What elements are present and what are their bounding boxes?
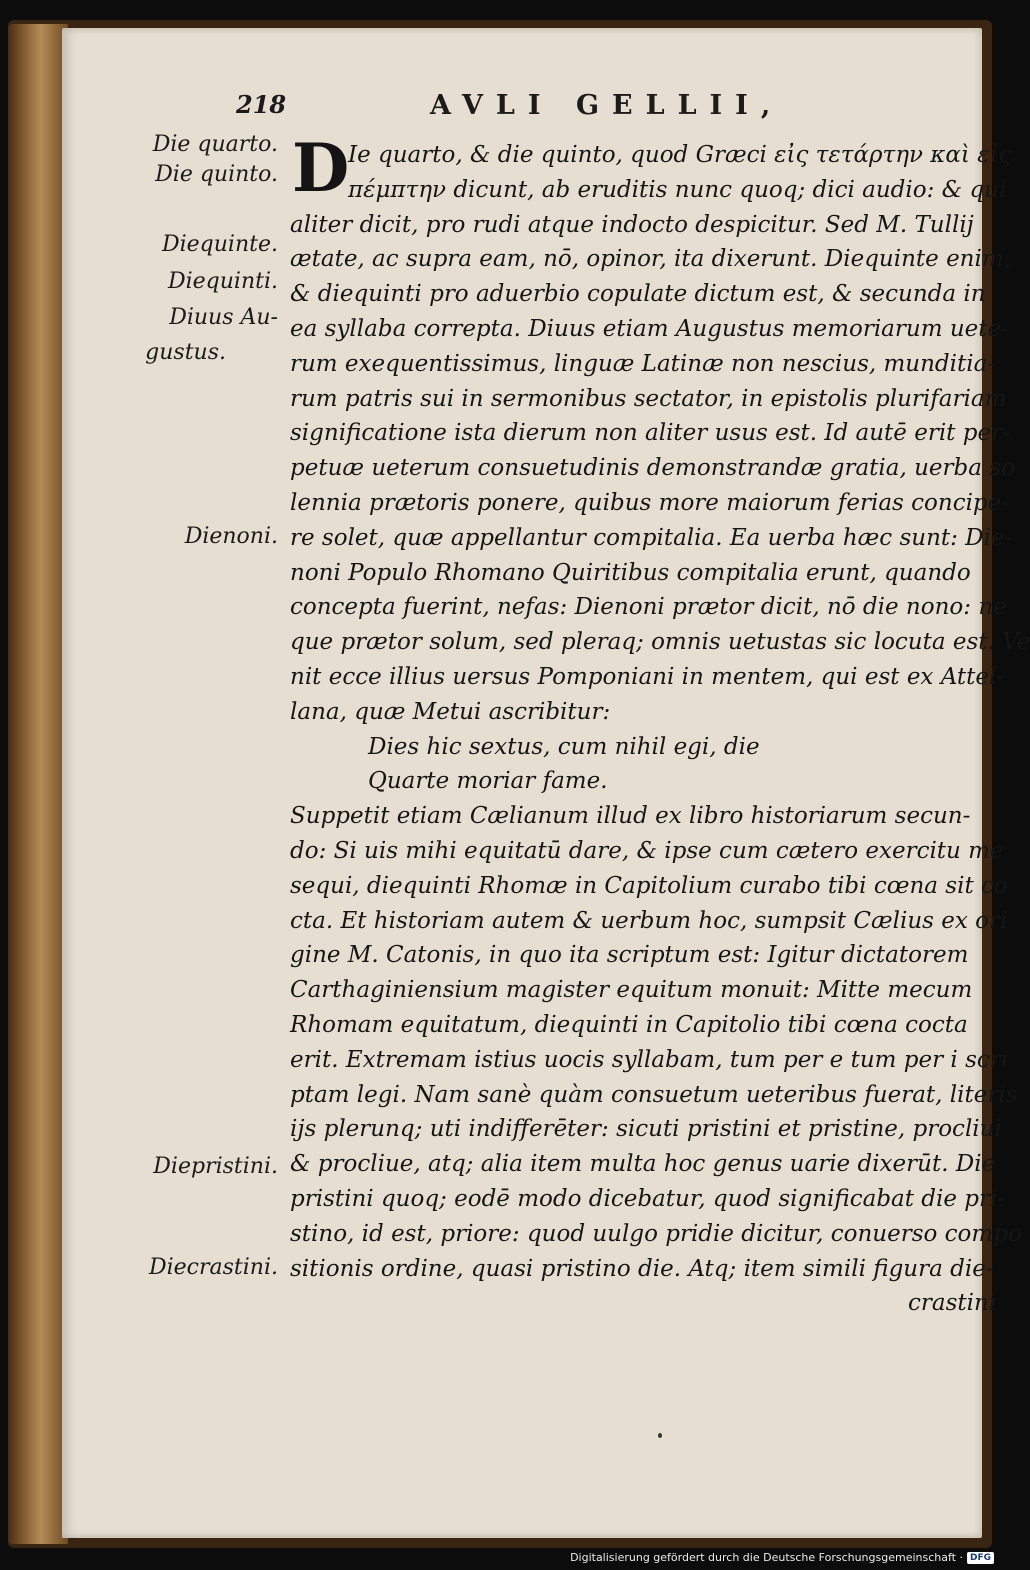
text-line: gine M. Catonis, in quo ita scriptum est: Igitur dictatorem	[290, 942, 969, 969]
text-line: Ie quarto, & die quinto, quod Græci εἰς τετάρτην καὶ εἰς	[348, 142, 1012, 168]
catchword: crastini	[908, 1290, 997, 1316]
margin-note-diepristini: Diepristini.	[153, 1154, 278, 1179]
digitization-footer	[570, 1551, 994, 1564]
verse-line: Dies hic sextus, cum nihil egi, die	[368, 733, 760, 760]
main-text	[290, 129, 1030, 1286]
text-line: concepta fuerint, nefas: Dienoni prætor dicit, nō die nono: ne	[290, 594, 1007, 621]
text-line: petuæ ueterum consuetudinis demonstrandæ gratia, uerba so	[290, 455, 1015, 482]
text-line: noni Populo Rhomano Quiritibus compitalia erunt, quando	[290, 559, 971, 586]
margin-note-diequinte: Diequinte.	[161, 232, 278, 257]
margin-note-die-quarto: Die quarto.	[152, 132, 278, 157]
margin-note-diuus-au: Diuus Au-	[169, 305, 278, 330]
page-number: 218	[236, 90, 287, 119]
text-line: Rhomam equitatum, diequinti in Capitolio tibi cœna cocta	[290, 1011, 968, 1038]
text-line: do: Si uis mihi equitatū dare, & ipse cum cætero exercitu me	[290, 837, 1004, 864]
margin-note-gustus: gustus.	[145, 340, 226, 365]
footer-text: Digitalisierung gefördert durch die Deutsche Forschungsgemeinschaft ·	[570, 1551, 963, 1564]
dfg-logo: DFG	[967, 1552, 994, 1564]
text-line: sequi, diequinti Rhomæ in Capitolium curabo tibi cœna sit co	[290, 872, 1008, 899]
text-line: que prætor solum, sed pleraq; omnis uetustas sic locuta est. Ve	[290, 629, 1030, 656]
text-line: ea syllaba correpta. Diuus etiam Augustus memoriarum uete-	[290, 315, 1009, 342]
text-line: ijs plerunq; uti indifferēter: sicuti pristini et pristine, procliui	[290, 1116, 1002, 1143]
text-line: nit ecce illius uersus Pomponiani in mentem, qui est ex Attel-	[290, 663, 1005, 690]
text-line: ptam legi. Nam sanè quàm consuetum ueteribus fuerat, literis	[290, 1081, 1018, 1108]
text-line: cta. Et historiam autem & uerbum hoc, sumpsit Cælius ex ori	[290, 907, 1008, 934]
text-line: erit. Extremam istius uocis syllabam, tum per e tum per i scri	[290, 1046, 1009, 1073]
verse-line: Quarte moriar fame.	[368, 768, 608, 795]
margin-note-diecrastini: Diecrastini.	[148, 1255, 278, 1280]
text-line: sitionis ordine, quasi pristino die. Atq; item simili figura die-	[290, 1255, 994, 1282]
margin-note-diequinti: Diequinti.	[167, 269, 278, 294]
ink-speck	[658, 1433, 662, 1438]
text-line: stino, id est, priore: quod uulgo pridie dicitur, conuerso compo	[290, 1220, 1022, 1247]
running-head: AVLI GELLII,	[430, 90, 784, 121]
page-header	[0, 90, 1000, 130]
text-line: aliter dicit, pro rudi atque indocto despicitur. Sed M. Tullij	[290, 211, 974, 238]
text-line: lennia prætoris ponere, quibus more maiorum ferias concipe-	[290, 489, 1010, 516]
text-line: Suppetit etiam Cælianum illud ex libro historiarum secun-	[290, 803, 971, 830]
text-line: re solet, quæ appellantur compitalia. Ea uerba hæc sunt: Die-	[290, 524, 1013, 551]
text-line: ætate, ac supra eam, nō, opinor, ita dixerunt. Diequinte enim,	[290, 246, 1011, 273]
text-line: lana, quæ Metui ascribitur:	[290, 698, 611, 725]
text-line: pristini quoq; eodē modo dicebatur, quod significabat die pri-	[290, 1185, 1006, 1212]
text-line: Carthaginiensium magister equitum monuit: Mitte mecum	[290, 977, 973, 1004]
text-line: rum exequentissimus, linguæ Latinæ non nescius, munditia-	[290, 350, 996, 377]
text-line: significatione ista dierum non aliter usus est. Id autē erit per-	[290, 420, 1010, 447]
text-line: πέμπτην dicunt, ab eruditis nunc quoq; dici audio: & qui	[348, 176, 1007, 203]
book-spine	[8, 24, 68, 1544]
margin-note-die-quinto: Die quinto.	[155, 162, 278, 187]
text-line: & diequinti pro aduerbio copulate dictum est, & secunda in	[290, 281, 986, 308]
text-line: rum patris sui in sermonibus sectator, in epistolis plurifariam	[290, 385, 1007, 412]
margin-note-dienoni: Dienoni.	[184, 524, 278, 549]
text-line: & procliue, atq; alia item multa hoc genus uarie dixerūt. Die	[290, 1151, 996, 1178]
drop-cap: D	[292, 129, 350, 207]
